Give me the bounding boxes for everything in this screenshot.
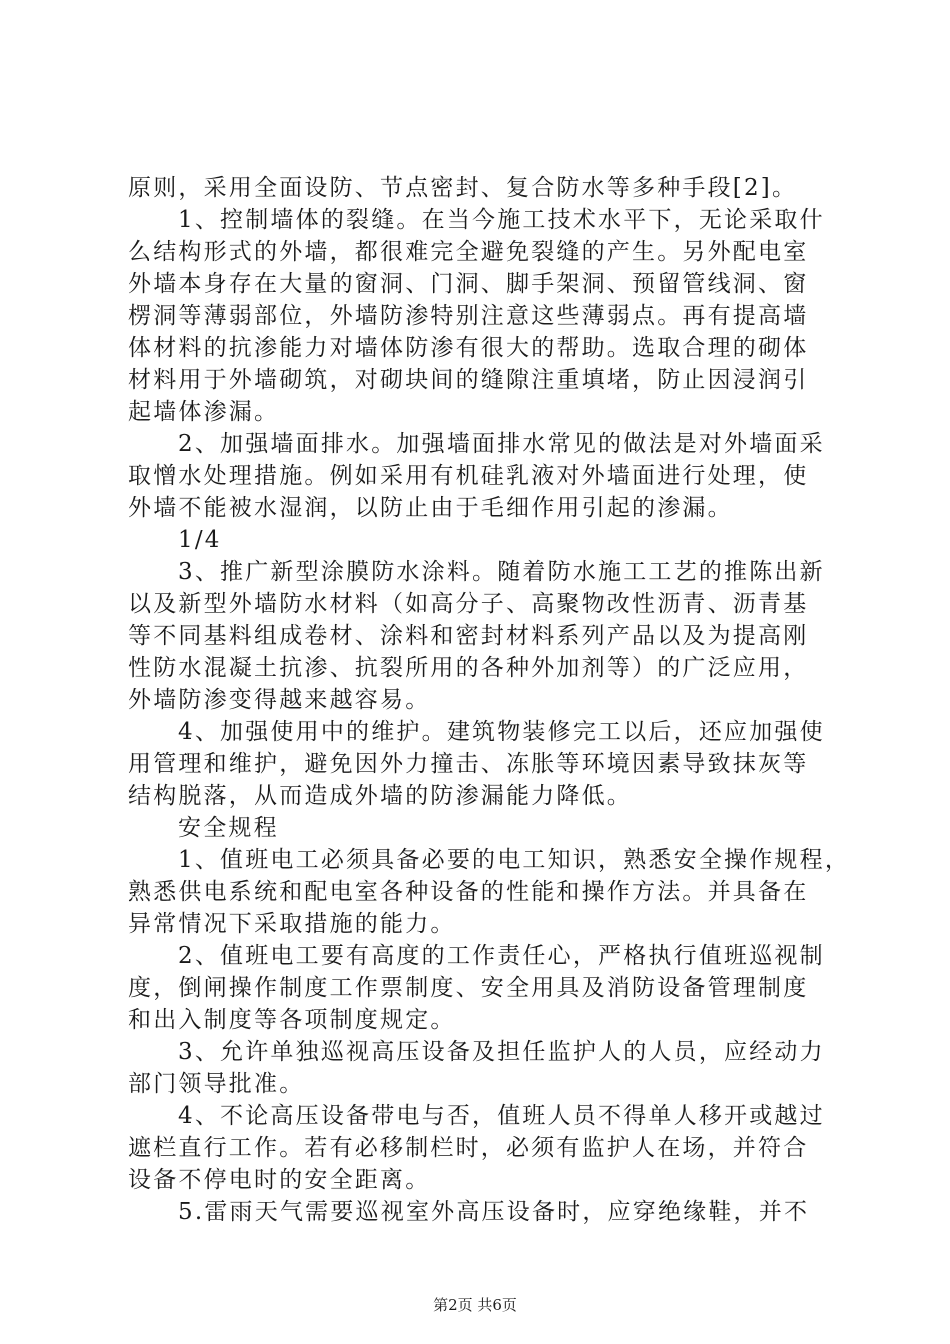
document-body bbox=[128, 172, 851, 1228]
text-line: 3、允许单独巡视高压设备及担任监护人的人员，应经动力 bbox=[178, 1039, 825, 1065]
text-line: 度，倒闸操作制度工作票制度、安全用具及消防设备管理制度 bbox=[128, 975, 809, 1001]
text-line: 外墙本身存在大量的窗洞、门洞、脚手架洞、预留管线洞、窗 bbox=[128, 271, 809, 297]
text-line: 2、加强墙面排水。加强墙面排水常见的做法是对外墙面采 bbox=[178, 431, 825, 457]
text-line: 1、控制墙体的裂缝。在当今施工技术水平下，无论采取什 bbox=[178, 207, 825, 233]
text-line: 安全规程 bbox=[178, 815, 279, 841]
text-line: 么结构形式的外墙，都很难完全避免裂缝的产生。另外配电室 bbox=[128, 239, 809, 265]
text-line: 异常情况下采取措施的能力。 bbox=[128, 911, 456, 937]
text-line: 部门领导批准。 bbox=[128, 1071, 305, 1097]
text-line: 性防水混凝土抗渗、抗裂所用的各种外加剂等）的广泛应用， bbox=[128, 655, 809, 681]
text-line: 外墙不能被水湿润，以防止由于毛细作用引起的渗漏。 bbox=[128, 495, 733, 521]
text-line: 体材料的抗渗能力对墙体防渗有很大的帮助。选取合理的砌体 bbox=[128, 335, 809, 361]
text-line: 取憎水处理措施。例如采用有机硅乳液对外墙面进行处理，使 bbox=[128, 463, 809, 489]
text-line: 原则，采用全面设防、节点密封、复合防水等多种手段[2]。 bbox=[128, 175, 798, 201]
text-line: 和出入制度等各项制度规定。 bbox=[128, 1007, 456, 1033]
text-line: 遮栏直行工作。若有必移制栏时，必须有监护人在场，并符合 bbox=[128, 1135, 809, 1161]
text-line: 结构脱落，从而造成外墙的防渗漏能力降低。 bbox=[128, 783, 632, 809]
text-line: 5.雷雨天气需要巡视室外高压设备时，应穿绝缘鞋，并不 bbox=[178, 1199, 810, 1225]
text-line: 等不同基料组成卷材、涂料和密封材料系列产品以及为提高刚 bbox=[128, 623, 809, 649]
text-line: 4、加强使用中的维护。建筑物装修完工以后，还应加强使 bbox=[178, 719, 825, 745]
text-line: 材料用于外墙砌筑，对砌块间的缝隙注重填堵，防止因浸润引 bbox=[128, 367, 809, 393]
text-line: 用管理和维护，避免因外力撞击、冻胀等环境因素导致抹灰等 bbox=[128, 751, 809, 777]
text-line: 2、值班电工要有高度的工作责任心，严格执行值班巡视制 bbox=[178, 943, 825, 969]
text-line: 4、不论高压设备带电与否，值班人员不得单人移开或越过 bbox=[178, 1103, 825, 1129]
text-line: 1/4 bbox=[178, 527, 222, 553]
text-line: 楞洞等薄弱部位，外墙防渗特别注意这些薄弱点。再有提高墙 bbox=[128, 303, 809, 329]
text-line: 设备不停电时的安全距离。 bbox=[128, 1167, 431, 1193]
page-footer: 第2页 共6页 bbox=[433, 1296, 517, 1314]
text-line: 外墙防渗变得越来越容易。 bbox=[128, 687, 431, 713]
text-line: 起墙体渗漏。 bbox=[128, 399, 280, 425]
text-line: 以及新型外墙防水材料（如高分子、高聚物改性沥青、沥青基 bbox=[128, 591, 809, 617]
text-line: 3、推广新型涂膜防水涂料。随着防水施工工艺的推陈出新 bbox=[178, 559, 825, 585]
text-line: 1、值班电工必须具备必要的电工知识，熟悉安全操作规程， bbox=[178, 847, 851, 873]
text-line: 熟悉供电系统和配电室各种设备的性能和操作方法。并具备在 bbox=[128, 879, 809, 905]
